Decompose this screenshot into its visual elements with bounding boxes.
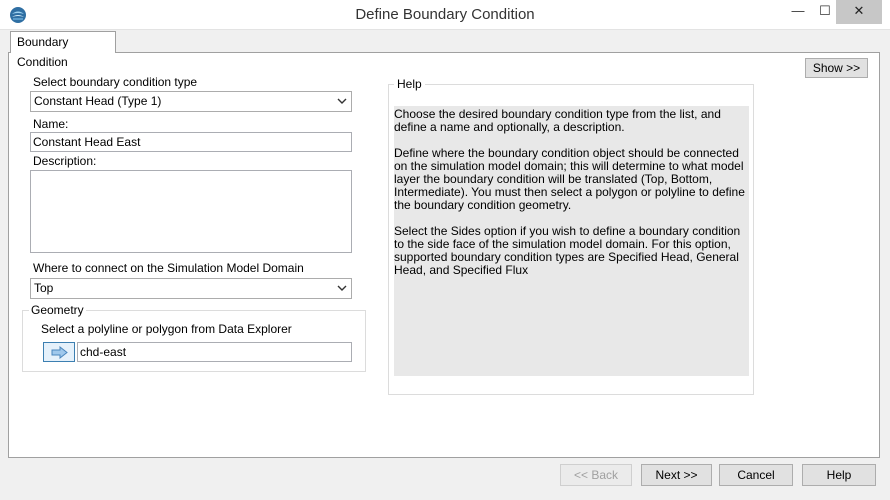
- name-label: Name:: [33, 117, 69, 131]
- title-bar: [0, 0, 890, 30]
- type-label: Select boundary condition type: [33, 75, 198, 89]
- description-textarea[interactable]: [30, 170, 352, 253]
- maximize-button[interactable]: ☐: [819, 3, 831, 18]
- pick-geometry-button[interactable]: [43, 342, 75, 362]
- tab-boundary-condition[interactable]: Boundary Condition: [10, 31, 116, 53]
- cancel-button[interactable]: Cancel: [719, 464, 793, 486]
- geometry-input[interactable]: chd-east: [77, 342, 352, 362]
- help-paragraph: Select the Sides option if you wish to define a boundary condition to the side face of the simulation model domain. For this option, supported boundary condition types are Specified Head, General Head, and Specified Flux: [394, 224, 741, 277]
- chevron-down-icon: [337, 283, 347, 293]
- help-button[interactable]: Help: [802, 464, 876, 486]
- connect-select[interactable]: [30, 278, 352, 299]
- type-select[interactable]: [30, 91, 352, 112]
- window-title: Define Boundary Condition: [355, 6, 535, 23]
- back-button[interactable]: << Back: [560, 464, 632, 486]
- help-legend: Help: [394, 77, 425, 91]
- show-button[interactable]: Show >>: [805, 58, 868, 78]
- description-label: Description:: [33, 154, 97, 168]
- chevron-down-icon: [337, 96, 347, 106]
- name-input[interactable]: Constant Head East: [30, 132, 352, 152]
- help-paragraph: Choose the desired boundary condition type from the list, and define a name and optionally, a description.: [394, 107, 721, 134]
- arrow-right-icon: [51, 346, 68, 359]
- geometry-prompt: Select a polyline or polygon from Data Explorer: [41, 322, 292, 336]
- geometry-legend: Geometry: [31, 303, 84, 317]
- geometry-group: [22, 310, 366, 372]
- connect-label: Where to connect on the Simulation Model Domain: [33, 261, 304, 275]
- next-button[interactable]: Next >>: [641, 464, 712, 486]
- connect-select-value: Top: [34, 281, 54, 295]
- close-button[interactable]: ✕: [836, 0, 882, 24]
- type-select-value: Constant Head (Type 1): [34, 94, 162, 108]
- help-text: [394, 106, 749, 376]
- minimize-button[interactable]: —: [791, 3, 805, 18]
- help-paragraph: Define where the boundary condition object should be connected on the simulation model domain; this will determine to what model layer the boundary condition will be translated (Top, Bottom, Intermediate). You must then select a polygon or polyline to define the boundary condition geometry.: [394, 146, 745, 212]
